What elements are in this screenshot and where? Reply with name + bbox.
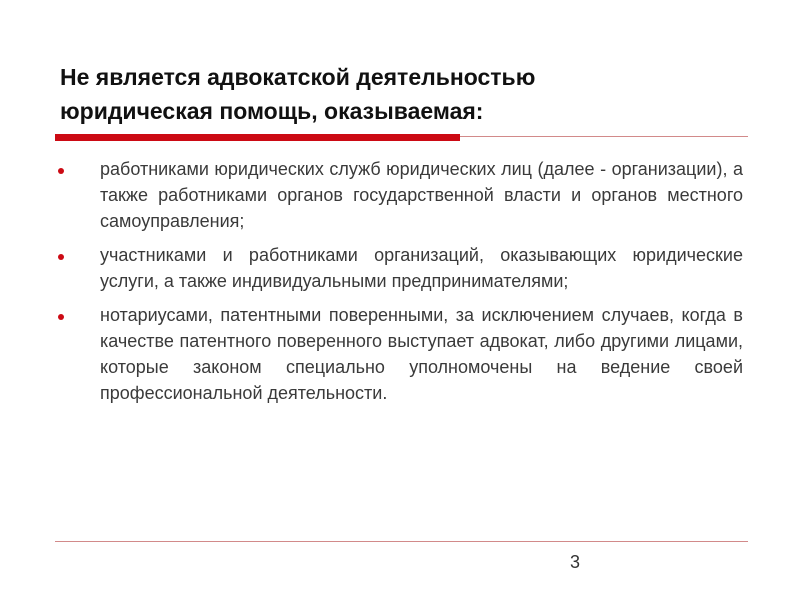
bullet-dot-icon xyxy=(58,168,64,174)
bullet-text: работниками юридических служб юридических лиц (далее - организации), а также работниками органов государственной власти и органов местного самоуправления; xyxy=(100,159,743,231)
bullet-dot-icon xyxy=(58,314,64,320)
list-item xyxy=(55,302,743,406)
bullet-text: участниками и работниками организаций, оказывающих юридические услуги, а также индивидуальными предпринимателями; xyxy=(100,245,743,291)
slide-title xyxy=(60,60,760,128)
bullet-text: нотариусами, патентными поверенными, за исключением случаев, когда в качестве патентного поверенного выступает адвокат, либо другими лицами, которые законом специально уполномочены на ведение своей профессиональной деятельности. xyxy=(100,305,743,403)
page-number: 3 xyxy=(570,552,581,572)
bullet-dot-icon xyxy=(58,254,64,260)
title-accent-bar xyxy=(55,134,460,141)
footer-divider xyxy=(55,541,748,542)
list-item xyxy=(55,242,743,294)
bullet-list xyxy=(55,156,743,414)
list-item xyxy=(55,156,743,234)
title-line-2: юридическая помощь, оказываемая: xyxy=(60,98,484,124)
title-line-1: Не является адвокатской деятельностью xyxy=(60,64,536,90)
